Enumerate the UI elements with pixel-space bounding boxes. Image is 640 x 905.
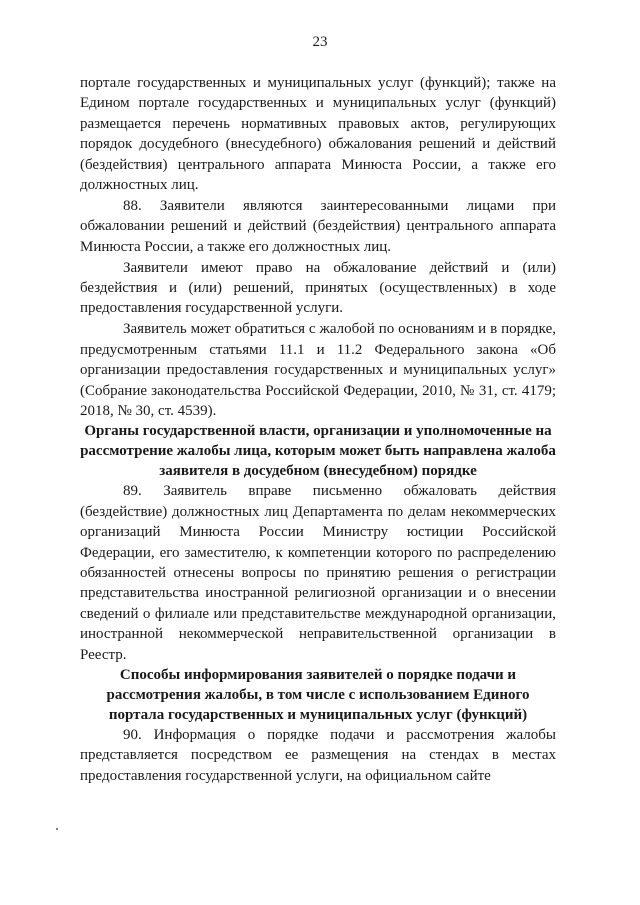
paragraph-90: 90. Информация о порядке подачи и рассмотрения жалобы представляется посредством ее размещения на стендах в местах предоставления государственной услуги, на официальном сайте [80,727,556,784]
document-body [80,73,556,786]
page-number: 23 [312,34,328,50]
paragraph-88-grounds: Заявитель может обратиться с жалобой по основаниям и в порядке, предусмотренным статьями 11.1 и 11.2 Федерального закона «Об организации предоставления государственных и муниципальных услуг» (Собрание законодательства Российской Федерации, 2010, № 31, ст. 4179; 2018, № 30, ст. 4539). [80,321,556,419]
paragraph-continuation: порталe государственных и муниципальных услуг (функций); также на Едином портале государственных и муниципальных услуг (функций) размещается перечень нормативных правовых актов, регулирующих порядок досудебного (внесудебного) обжалования решений и действий (бездействия) центрального аппарата Минюста России, а также его должностных лиц. [80,75,556,194]
paragraph-89: 89. Заявитель вправе письменно обжаловать действия (бездействие) должностных лиц Департамента по делам некоммерческих организаций Минюста России Министру юстиции Российской Федерации, его заместителю, к компетенции которого по распределению обязанностей отнесены вопросы по принятию решения о регистрации представительства иностранной религиозной организации и о внесении сведений о филиале или представительстве международной организации, иностранной некоммерческой неправительственной организации в Реестр. [80,483,556,663]
scan-speck [56,828,58,830]
section-heading-authorities: Органы государственной власти, организации и уполномоченные на рассмотрение жалобы лица, которым может быть направлена жалоба заявителя в досудебном (внесудебном) порядке [80,423,556,480]
paragraph-88-right-to-appeal: Заявители имеют право на обжалование действий и (или) бездействия и (или) решений, принятых (осуществленных) в ходе предоставления государственной услуги. [80,259,556,317]
section-heading-information-methods: Способы информирования заявителей о порядке подачи и рассмотрения жалобы, в том числе с использованием Единого портала государственных и муниципальных услуг (функций) [106,667,530,724]
paragraph-88: 88. Заявители являются заинтересованными лицами при обжаловании решений и действий (бездействия) центрального аппарата Минюста России, а также его должностных лиц. [80,197,556,255]
